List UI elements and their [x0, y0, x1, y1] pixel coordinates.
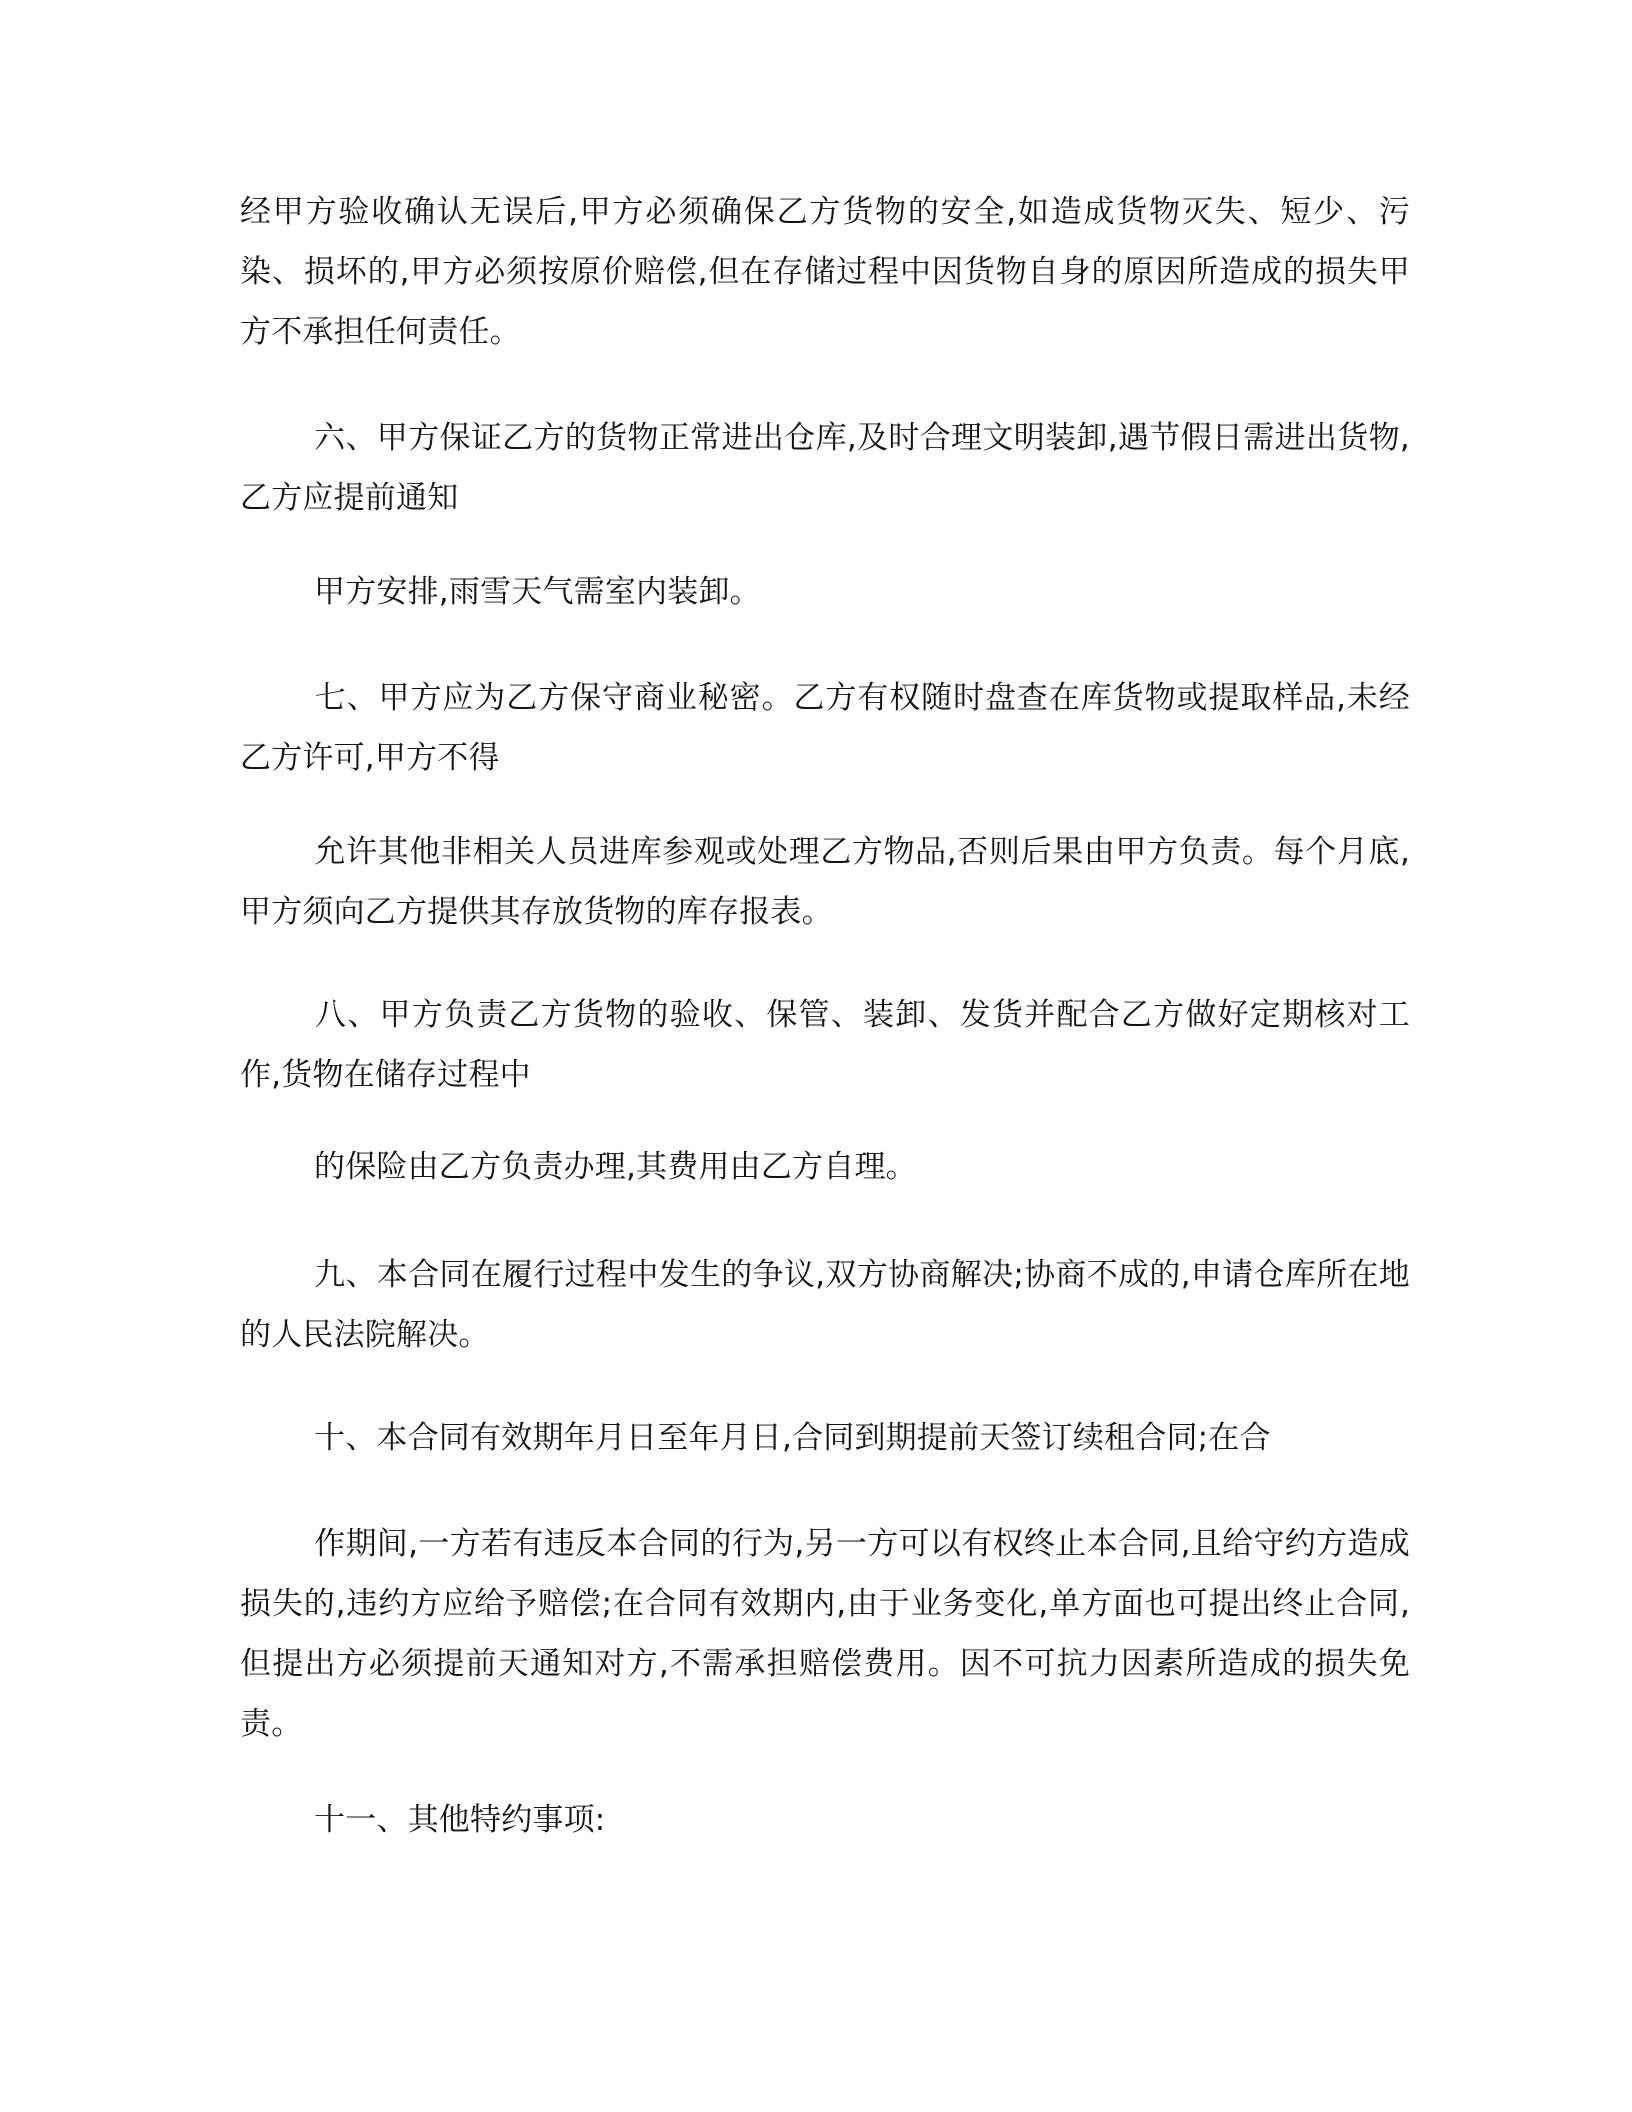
- paragraph-7: [240, 1137, 1410, 1197]
- paragraph-6: [240, 985, 1410, 1105]
- paragraph-text: 允许其他非相关人员进库参观或处理乙方物品,否则后果由甲方负责。每个月底,甲方须向乙方提供其存放货物的库存报表。: [240, 834, 1410, 930]
- paragraph-4: [240, 668, 1410, 788]
- paragraph-text: 甲方安排,雨雪天气需室内装卸。: [314, 574, 761, 610]
- paragraph-text: 十、本合同有效期年月日至年月日,合同到期提前天签订续租合同;在合: [314, 1420, 1271, 1456]
- paragraph-2: [240, 408, 1410, 528]
- paragraph-text: 的保险由乙方负责办理,其费用由乙方自理。: [314, 1149, 917, 1185]
- paragraph-3: [240, 562, 1410, 622]
- paragraph-text: 六、甲方保证乙方的货物正常进出仓库,及时合理文明装卸,遇节假日需进出货物,乙方应提前通知: [240, 420, 1410, 516]
- paragraph-9: [240, 1408, 1410, 1468]
- paragraph-text: 八、甲方负责乙方货物的验收、保管、装卸、发货并配合乙方做好定期核对工作,货物在储存过程中: [240, 997, 1410, 1093]
- paragraph-5: [240, 822, 1410, 942]
- paragraph-text: 十一、其他特约事项:: [314, 1802, 606, 1838]
- paragraph-1: [240, 182, 1410, 362]
- paragraph-8: [240, 1245, 1410, 1365]
- paragraph-10: [240, 1514, 1410, 1754]
- paragraph-text: 经甲方验收确认无误后,甲方必须确保乙方货物的安全,如造成货物灭失、短少、污染、损坏的,甲方必须按原价赔偿,但在存储过程中因货物自身的原因所造成的损失甲方不承担任何责任。: [240, 194, 1410, 350]
- paragraph-11: [240, 1790, 1410, 1850]
- paragraph-text: 七、甲方应为乙方保守商业秘密。乙方有权随时盘查在库货物或提取样品,未经乙方许可,甲方不得: [240, 680, 1410, 776]
- paragraph-text: 九、本合同在履行过程中发生的争议,双方协商解决;协商不成的,申请仓库所在地的人民法院解决。: [240, 1257, 1410, 1353]
- paragraph-text: 作期间,一方若有违反本合同的行为,另一方可以有权终止本合同,且给守约方造成损失的,违约方应给予赔偿;在合同有效期内,由于业务变化,单方面也可提出终止合同,但提出方必须提前天通知对方,不需承担赔偿费用。因不可抗力因素所造成的损失免责。: [240, 1526, 1410, 1742]
